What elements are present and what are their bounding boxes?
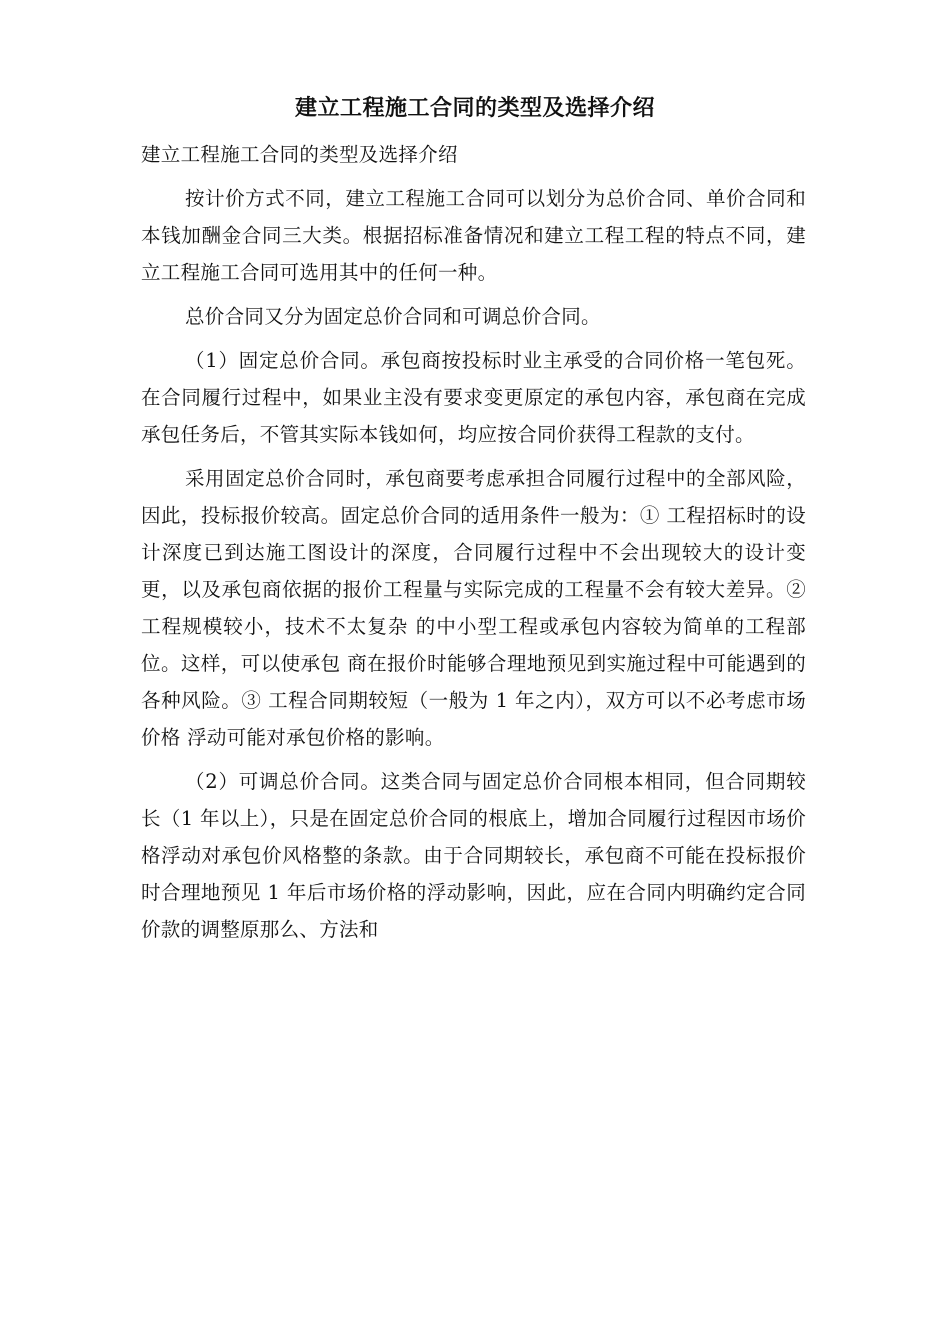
document-body	[141, 136, 806, 955]
paragraph-adjustable-total-price: （2）可调总价合同。这类合同与固定总价合同根本相同，但合同期较长（1 年以上），只是在固定总价合同的根底上，增加合同履行过程因市场价格浮动对承包价风格整的条款。由于合同期较长，承包商不可能在投标报价时合理地预见 1 年后市场价格的浮动影响，因此，应在合同内明确约定合同价款的调整原那么、方法和	[141, 770, 806, 941]
document-subtitle: 建立工程施工合同的类型及选择介绍	[141, 143, 458, 166]
paragraph-fixed-total-conditions: 采用固定总价合同时，承包商要考虑承担合同履行过程中的全部风险，因此，投标报价较高。固定总价合同的适用条件一般为：① 工程招标时的设计深度已到达施工图设计的深度，合同履行过程中不会出现较大的设计变更，以及承包商依据的报价工程量与实际完成的工程量不会有较大差异。②工程规模较小，技术不太复杂 的中小型工程或承包内容较为简单的工程部位。这样，可以使承包 商在报价时能够合理地预见到实施过程中可能遇到的各种风险。③ 工程合同期较短（一般为 1 年之内），双方可以不必考虑市场价格 浮动可能对承包价格的影响。	[141, 467, 806, 749]
document-title: 建立工程施工合同的类型及选择介绍	[294, 95, 655, 121]
paragraph-total-price-types: 总价合同又分为固定总价合同和可调总价合同。	[185, 305, 601, 328]
paragraph-contract-types: 按计价方式不同，建立工程施工合同可以划分为总价合同、单价合同和本钱加酬金合同三大类。根据招标准备情况和建立工程工程的特点不同，建立工程施工合同可选用其中的任何一种。	[141, 187, 806, 284]
paragraph-fixed-total-price: （1）固定总价合同。承包商按投标时业主承受的合同价格一笔包死。在合同履行过程中，如果业主没有要求变更原定的承包内容，承包商在完成承包任务后，不管其实际本钱如何，均应按合同价获得工程款的支付。	[141, 349, 806, 446]
